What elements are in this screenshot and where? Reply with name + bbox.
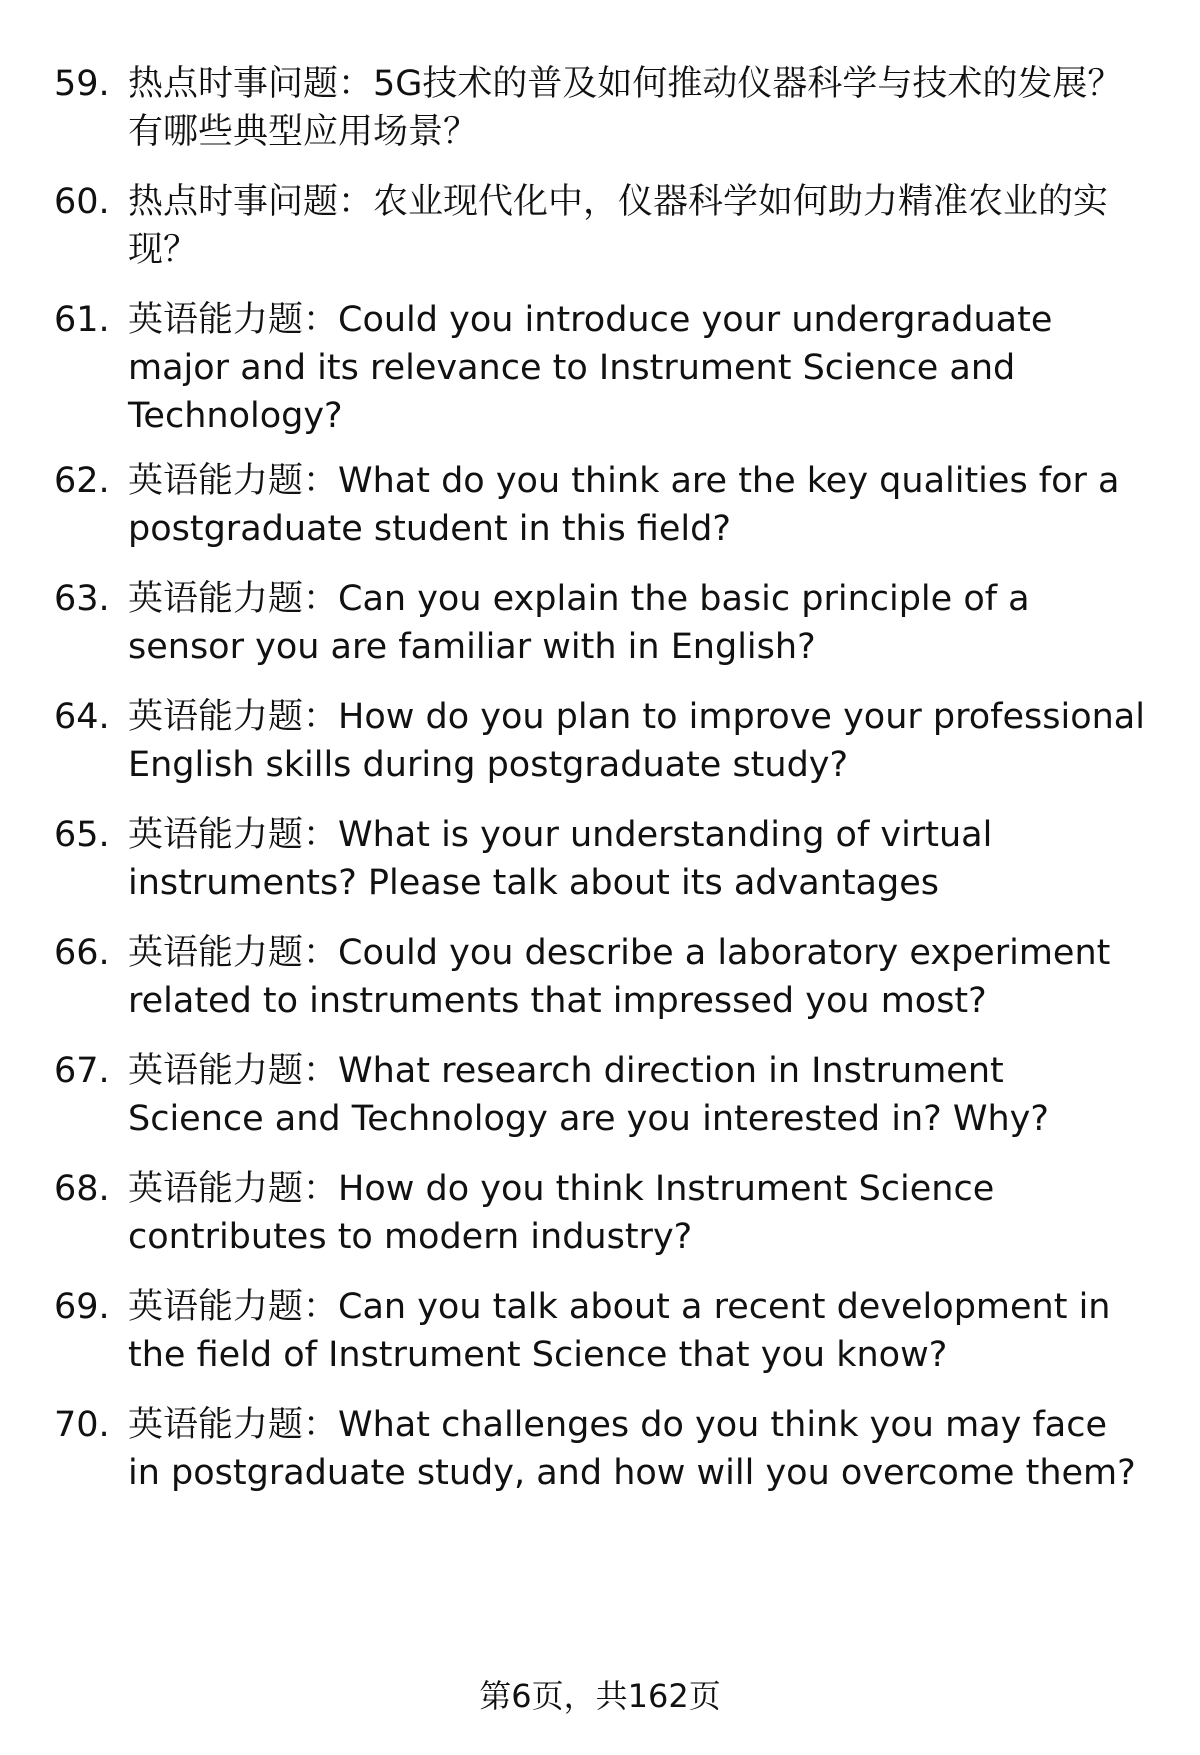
question-number: 62. bbox=[54, 461, 110, 501]
question-text: 热点时事问题：5G技术的普及如何推动仪器科学与技术的发展？有哪些典型应用场景？ bbox=[128, 64, 1123, 152]
question-text: 英语能力题：How do you plan to improve your professional English skills during postgraduate study? bbox=[128, 697, 1145, 785]
question-number: 70. bbox=[54, 1405, 110, 1445]
question-text: 英语能力题：Can you explain the basic principle of a sensor you are familiar with in English? bbox=[128, 579, 1030, 667]
question-number: 63. bbox=[54, 579, 110, 619]
question-number: 68. bbox=[54, 1169, 110, 1209]
question-text: 热点时事问题：农业现代化中，仪器科学如何助力精准农业的实现？ bbox=[128, 182, 1109, 270]
question-text: 英语能力题：What challenges do you think you may face in postgraduate study, and how will you overcome them? bbox=[128, 1405, 1136, 1493]
question-text: 英语能力题：How do you think Instrument Science contributes to modern industry? bbox=[128, 1169, 995, 1257]
question-text: 英语能力题：What research direction in Instrument Science and Technology are you interested in? Why? bbox=[128, 1051, 1049, 1139]
question-number: 67. bbox=[54, 1051, 110, 1091]
question-number: 66. bbox=[54, 933, 110, 973]
question-number: 65. bbox=[54, 815, 110, 855]
question-text: 英语能力题：What do you think are the key qualities for a postgraduate student in this field? bbox=[128, 461, 1120, 549]
page-number: 第6页，共162页 bbox=[479, 1677, 721, 1715]
question-number: 69. bbox=[54, 1287, 110, 1327]
question-text: 英语能力题：Can you talk about a recent development in the field of Instrument Science that you know? bbox=[128, 1287, 1111, 1375]
question-text: 英语能力题：Could you describe a laboratory experiment related to instruments that impressed you most? bbox=[128, 933, 1111, 1021]
question-number: 64. bbox=[54, 697, 110, 737]
question-number: 59. bbox=[54, 64, 110, 104]
question-text: 英语能力题：Could you introduce your undergraduate major and its relevance to Instrument Science and Technology? bbox=[128, 300, 1053, 436]
question-number: 60. bbox=[54, 182, 110, 222]
question-text: 英语能力题：What is your understanding of virtual instruments? Please talk about its advantages bbox=[128, 815, 993, 903]
question-number: 61. bbox=[54, 300, 110, 340]
